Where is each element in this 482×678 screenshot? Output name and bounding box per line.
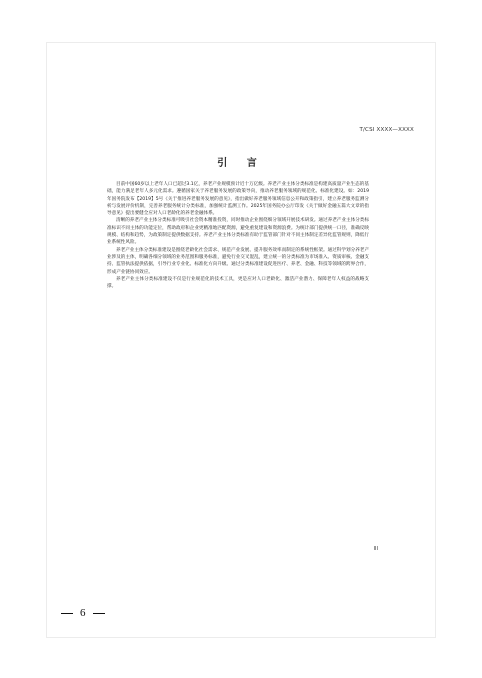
document-number: T/CSI XXXX—XXXX — [359, 127, 414, 133]
roman-page-number: III — [373, 546, 378, 552]
right-dash — [93, 613, 105, 614]
footer-page-number — [61, 607, 105, 619]
paragraph: 目前中国60岁以上老年人口已超过3.1亿，养老产业规模预计近十万亿级。养老产业主体分类标准是构建高质量产业生态的基础，能力满足老年人多元化需求。遵循国家关于养老服务发展的政策导向，推动养老服务领域的规范化、标准化建设。如：2019年国务院发布【2019】5号《关于推进养老服务发展的意见》，指出做好养老服务领域信息公开和政策指引，建立养老服务监测分析与发展评价机制，完善养老服务统计分类标准，加强统计监测工作。2025年国务院办公厅印发《关于做好金融五篇大文章的指导意见》提出要健全应对人口老龄化的养老金融体系。 — [107, 182, 369, 217]
section-title: 引 言 — [217, 158, 265, 169]
left-dash — [61, 613, 73, 614]
paragraph: 清晰的养老产业主体分类标准可吸引社会资本精准投资，同时推动企业围绕细分领域开展技术研发。通过养老产业主体分类标准标识不同主体的功能定位，帮助政府和企业更精准地匹配资源，避免重复建设和资源浪费。为统计部门提供统一口径，准确反映规模、结构和趋势，为政策制定提供数据支持。养老产业主体分类标准有助于监管部门针对不同主体制定差异化监管规则，降低行业系统性风险。 — [107, 218, 369, 246]
paragraph: 养老产业主体分类标准建设是围绕老龄化社会需求、规范产业发展、提升服务效率而制定的系统性框架。通过科学划分养老产业涉及的主体，明确各细分领域的业务范围和服务标准，避免行业交叉混乱，建立统一的分类标准为市场准入、资质审核、金融支持、监管执法提供依据，引导行业专业化、标准化方向升级。通过分类标准建设促进医疗、养老、金融、科技等领域的跨界合作，形成产业链协同效应。 — [107, 247, 369, 275]
paragraph: 养老产业主体分类标准建设不仅是行业规范化的技术工具，更是应对人口老龄化、激活产业潜力、保障老年人权益的战略支撑。 — [107, 276, 369, 290]
page-number: 6 — [80, 607, 86, 619]
body-text — [107, 181, 369, 290]
